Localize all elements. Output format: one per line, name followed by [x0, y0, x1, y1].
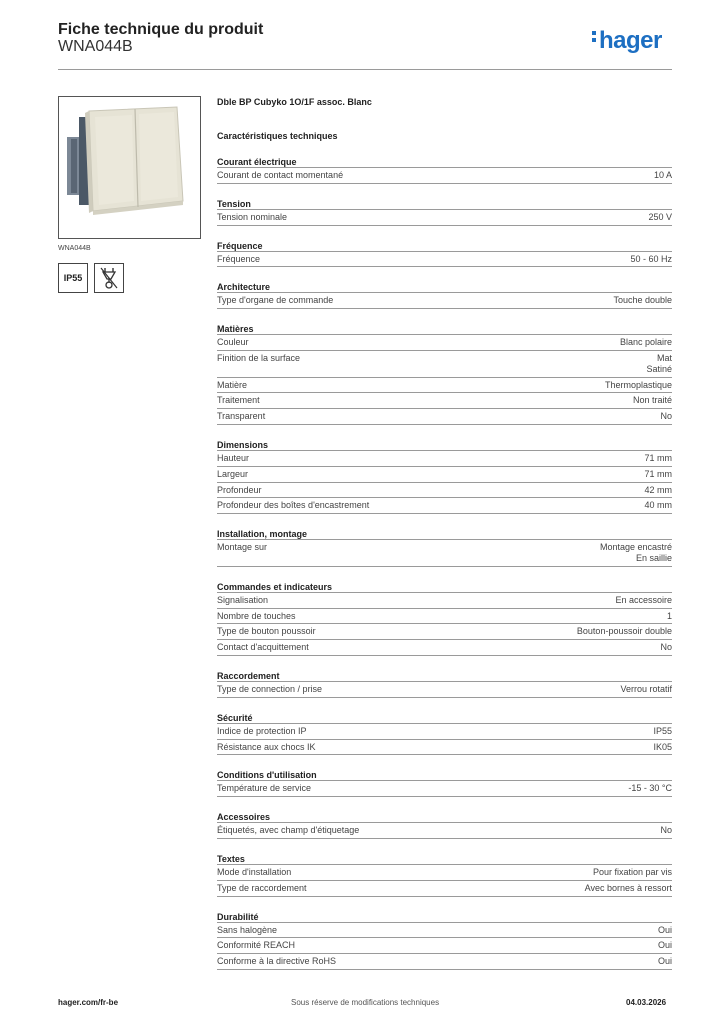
- spec-value-line: Mat: [656, 352, 672, 363]
- spec-row: [217, 252, 672, 268]
- spec-value-line: 40 mm: [644, 500, 672, 511]
- spec-row: [217, 210, 672, 226]
- spec-row: [217, 467, 672, 483]
- section-title: Fréquence: [217, 240, 672, 252]
- spec-value: [600, 542, 672, 564]
- section-title: Courant électrique: [217, 156, 672, 168]
- spec-row: [217, 740, 672, 756]
- spec-value: [605, 380, 672, 391]
- specifications: [217, 96, 672, 970]
- spec-value: [667, 611, 672, 622]
- technical-characteristics-title: Caractéristiques techniques: [217, 131, 338, 141]
- spec-value: [615, 595, 672, 606]
- spec-value-line: Thermoplastique: [604, 379, 672, 390]
- spec-value-line: Non traité: [632, 395, 672, 406]
- spec-value-line: 71 mm: [644, 468, 672, 479]
- spec-section: [217, 198, 672, 226]
- spec-value-line: Bouton-poussoir double: [576, 626, 672, 637]
- spec-value: [620, 684, 672, 695]
- spec-label: Nombre de touches: [217, 610, 296, 621]
- spec-row: [217, 378, 672, 394]
- product-image-caption: WNA044B: [58, 245, 91, 252]
- spec-value: [644, 500, 672, 511]
- spec-label: Étiquetés, avec champ d'étiquetage: [217, 825, 360, 836]
- spec-label: Température de service: [217, 783, 312, 794]
- spec-value-line: IP55: [653, 725, 672, 736]
- spec-row: [217, 609, 672, 625]
- footer-disclaimer: Sous réserve de modifications techniques: [291, 998, 440, 1007]
- spec-row: [217, 938, 672, 954]
- section-title: Dimensions: [217, 439, 672, 451]
- spec-value-line: 250 V: [648, 211, 672, 222]
- spec-value: [660, 411, 672, 422]
- logo-dots-icon: [592, 28, 597, 45]
- spec-value-line: Verrou rotatif: [620, 683, 672, 694]
- spec-row: [217, 451, 672, 467]
- spec-row: [217, 540, 672, 567]
- spec-value-line: En saillie: [635, 552, 672, 563]
- spec-value-line: Oui: [657, 924, 672, 935]
- footer-date: 04.03.2026: [626, 998, 667, 1007]
- section-title: Conditions d'utilisation: [217, 769, 672, 781]
- section-title: Commandes et indicateurs: [217, 581, 672, 593]
- product-image: [58, 96, 201, 239]
- section-title: Textes: [217, 853, 672, 865]
- spec-row: [217, 593, 672, 609]
- spec-section: [217, 281, 672, 309]
- spec-value: [628, 783, 672, 794]
- spec-section: [217, 811, 672, 839]
- spec-value-line: 71 mm: [644, 452, 672, 463]
- spec-section: [217, 581, 672, 656]
- spec-label: Signalisation: [217, 594, 269, 605]
- spec-label: Couleur: [217, 337, 249, 348]
- spec-value: [658, 940, 672, 951]
- ip-rating-badge: IP55: [58, 263, 88, 293]
- logo-text: hager: [599, 27, 662, 54]
- product-name: Dble BP Cubyko 1O/1F assoc. Blanc: [217, 97, 372, 107]
- section-title: Accessoires: [217, 811, 672, 823]
- spec-value: [577, 626, 672, 637]
- spec-label: Résistance aux chocs IK: [217, 741, 316, 752]
- spec-value-line: No: [660, 642, 672, 653]
- spec-label: Transparent: [217, 411, 266, 422]
- section-title: Raccordement: [217, 670, 672, 682]
- spec-label: Type de raccordement: [217, 882, 307, 893]
- spec-section: [217, 769, 672, 797]
- spec-value: [660, 825, 672, 836]
- spec-row: [217, 351, 672, 378]
- spec-value: [654, 170, 672, 181]
- spec-label: Sans halogène: [217, 924, 278, 935]
- spec-value: [644, 469, 672, 480]
- spec-row: [217, 483, 672, 499]
- spec-label: Mode d'installation: [217, 866, 292, 877]
- section-title: Installation, montage: [217, 528, 672, 540]
- header-divider: [58, 69, 672, 70]
- spec-value-line: No: [660, 825, 672, 836]
- spec-value: [658, 956, 672, 967]
- spec-row: [217, 781, 672, 797]
- spec-row: [217, 393, 672, 409]
- spec-value-line: Pour fixation par vis: [592, 866, 672, 877]
- spec-label: Courant de contact momentané: [217, 170, 344, 180]
- spec-label: Matière: [217, 379, 248, 390]
- spec-section: [217, 240, 672, 268]
- spec-label: Profondeur des boîtes d'encastrement: [217, 500, 370, 511]
- spec-value-line: Blanc polaire: [619, 337, 672, 348]
- spec-row: [217, 682, 672, 698]
- spec-section: [217, 528, 672, 567]
- spec-value-line: 10 A: [653, 170, 672, 180]
- spec-row: [217, 724, 672, 740]
- spec-label: Fréquence: [217, 253, 261, 264]
- spec-value-line: Oui: [657, 940, 672, 951]
- spec-value-line: Touche double: [613, 295, 672, 306]
- spec-label: Type d'organe de commande: [217, 295, 334, 306]
- spec-row: [217, 923, 672, 939]
- spec-row: [217, 881, 672, 897]
- spec-label: Type de connection / prise: [217, 683, 323, 694]
- section-title: Architecture: [217, 281, 672, 293]
- spec-row: [217, 865, 672, 881]
- spec-section: [217, 712, 672, 756]
- document-title: Fiche technique du produit: [58, 21, 264, 38]
- spec-value: [658, 925, 672, 936]
- spec-label: Contact d'acquittement: [217, 642, 309, 653]
- section-title: Matières: [217, 323, 672, 335]
- spec-value-line: En accessoire: [615, 594, 672, 605]
- spec-label: Indice de protection IP: [217, 725, 307, 736]
- spec-value-line: -15 - 30 °C: [628, 783, 672, 794]
- spec-row: [217, 293, 672, 309]
- spec-value: [630, 254, 672, 265]
- spec-value: [646, 353, 672, 375]
- spec-label: Type de bouton poussoir: [217, 626, 316, 637]
- spec-label: Montage sur: [217, 542, 268, 553]
- spec-section: [217, 323, 672, 425]
- spec-row: [217, 624, 672, 640]
- spec-label: Traitement: [217, 395, 260, 406]
- spec-value-line: Montage encastré: [599, 542, 672, 553]
- spec-section: [217, 670, 672, 698]
- spec-label: Conforme à la directive RoHS: [217, 956, 337, 967]
- spec-label: Tension nominale: [217, 211, 288, 222]
- spec-value: [613, 295, 672, 306]
- spec-section: [217, 156, 672, 184]
- footer-website[interactable]: hager.com/fr-be: [58, 998, 119, 1007]
- spec-row: [217, 823, 672, 839]
- spec-label: Largeur: [217, 468, 249, 479]
- spec-value: [653, 742, 672, 753]
- spec-value: [585, 883, 672, 894]
- spec-row: [217, 409, 672, 425]
- spec-value: [644, 485, 672, 496]
- spec-row: [217, 954, 672, 970]
- spec-label: Hauteur: [217, 452, 250, 463]
- spec-section: [217, 439, 672, 514]
- section-title: Sécurité: [217, 712, 672, 724]
- spec-value: [633, 395, 672, 406]
- spec-value-line: 42 mm: [644, 484, 672, 495]
- spec-value-line: Satiné: [646, 363, 672, 374]
- spec-value-line: 1: [666, 610, 672, 621]
- spec-row: [217, 640, 672, 656]
- spec-value: [653, 726, 672, 737]
- spec-row: [217, 168, 672, 184]
- double-push-button-icon: [59, 97, 200, 238]
- spec-row: [217, 335, 672, 351]
- spec-label: Finition de la surface: [217, 352, 301, 363]
- spec-label: Profondeur: [217, 484, 262, 495]
- spec-section: [217, 911, 672, 970]
- spec-sections: [217, 156, 672, 970]
- hager-logo: [592, 27, 662, 55]
- spec-value-line: 50 - 60 Hz: [630, 253, 672, 264]
- spec-value-line: No: [660, 411, 672, 422]
- spec-value: [620, 337, 672, 348]
- product-code: WNA044B: [58, 38, 133, 55]
- spec-value: [644, 453, 672, 464]
- spec-value-line: IK05: [653, 741, 672, 752]
- section-title: Tension: [217, 198, 672, 210]
- halogen-free-icon: [94, 263, 124, 293]
- spec-value: [660, 642, 672, 653]
- spec-value: [648, 212, 672, 223]
- spec-label: Conformité REACH: [217, 940, 296, 951]
- spec-row: [217, 498, 672, 514]
- section-title: Durabilité: [217, 911, 672, 923]
- spec-value: [593, 867, 672, 878]
- spec-value-line: Avec bornes à ressort: [584, 882, 672, 893]
- spec-value-line: Oui: [657, 956, 672, 967]
- spec-section: [217, 853, 672, 897]
